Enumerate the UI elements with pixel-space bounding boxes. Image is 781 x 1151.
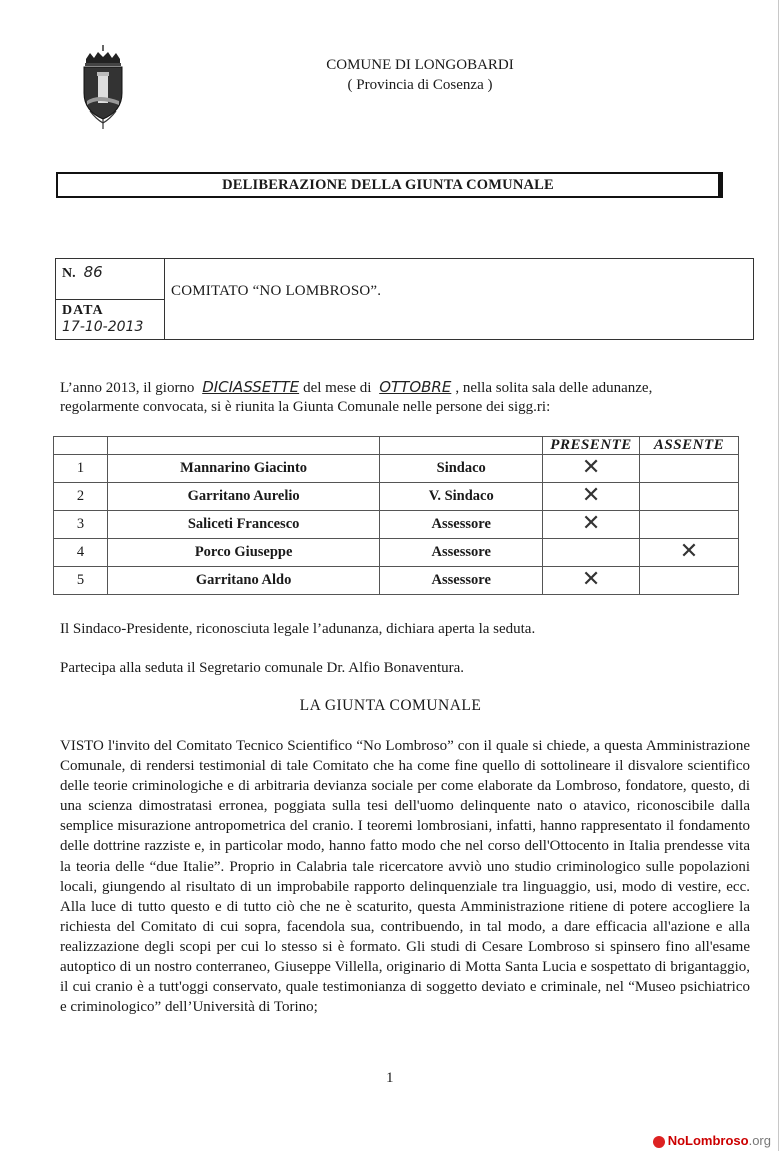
member-role: Assessore <box>380 567 543 595</box>
assente-cell <box>640 567 739 595</box>
segretario-line: Partecipa alla seduta il Segretario comunale Dr. Alfio Bonaventura. <box>60 660 465 676</box>
record-subject: COMITATO “NO LOMBROSO”. <box>171 283 382 299</box>
watermark-text: NoLombroso <box>667 1133 749 1148</box>
date-value: 17-10-2013 <box>62 319 144 335</box>
header-presente: PRESENTE <box>543 437 640 455</box>
intro-text-2: del mese di <box>303 380 372 396</box>
intro-text-3: , nella solita sala delle adunanze, <box>455 380 653 396</box>
provincia-name: ( Provincia di Cosenza ) <box>347 77 493 93</box>
header-assente: ASSENTE <box>640 437 739 455</box>
attendance-row <box>54 483 739 511</box>
sindaco-line: Il Sindaco-Presidente, riconosciuta legale l’adunanza, dichiara aperta la seduta. <box>60 621 536 637</box>
attendance-row <box>54 455 739 483</box>
intro-text-4: regolarmente convocata, si è riunita la Giunta Comunale nelle persone dei sigg.ri: <box>60 399 551 415</box>
record-id-column <box>56 259 165 339</box>
member-name: Porco Giuseppe <box>107 539 379 567</box>
presente-cell <box>543 483 640 511</box>
watermark-domain: .org <box>748 1133 771 1148</box>
record-divider <box>56 299 164 300</box>
comune-name: COMUNE DI LONGOBARDI <box>326 57 514 73</box>
deliberazione-title: DELIBERAZIONE DELLA GIUNTA COMUNALE <box>56 172 723 198</box>
page-number: 1 <box>386 1070 394 1086</box>
member-role: Sindaco <box>380 455 543 483</box>
attendance-row <box>54 539 739 567</box>
month-handwritten: OTTOBRE <box>379 378 452 396</box>
intro-paragraph <box>60 378 780 417</box>
presente-cell <box>543 567 640 595</box>
row-number: 5 <box>54 567 108 595</box>
attendance-row <box>54 511 739 539</box>
attendance-header-row <box>54 437 739 455</box>
intro-text-1: L’anno 2013, il giorno <box>60 380 195 396</box>
member-name: Garritano Aurelio <box>107 483 379 511</box>
member-name: Saliceti Francesco <box>107 511 379 539</box>
coat-of-arms-icon <box>78 45 128 130</box>
giunta-title: LA GIUNTA COMUNALE <box>299 697 482 714</box>
attendance-row <box>54 567 739 595</box>
row-number: 3 <box>54 511 108 539</box>
attendance-table <box>53 436 739 595</box>
row-number: 2 <box>54 483 108 511</box>
member-name: Garritano Aldo <box>107 567 379 595</box>
number-label: N. <box>62 266 76 281</box>
record-number <box>62 263 103 282</box>
presente-cell <box>543 539 640 567</box>
assente-cell <box>640 539 739 567</box>
day-handwritten: DICIASSETTE <box>202 378 300 396</box>
member-role: V. Sindaco <box>380 483 543 511</box>
presente-mark-icon: ✕ <box>581 511 601 536</box>
assente-cell <box>640 455 739 483</box>
presente-mark-icon: ✕ <box>581 567 601 592</box>
header-blank-role <box>380 437 543 455</box>
municipality-header <box>270 55 570 95</box>
assente-mark-icon: ✕ <box>679 539 699 564</box>
date-label: DATA <box>62 303 104 318</box>
number-value: 86 <box>83 263 103 281</box>
member-role: Assessore <box>380 539 543 567</box>
presente-cell <box>543 511 640 539</box>
assente-cell <box>640 483 739 511</box>
presente-cell <box>543 455 640 483</box>
presente-mark-icon: ✕ <box>581 455 601 480</box>
header-blank-n <box>54 437 108 455</box>
member-role: Assessore <box>380 511 543 539</box>
record-box <box>55 258 754 340</box>
presente-mark-icon: ✕ <box>581 483 601 508</box>
watermark-dot-icon <box>653 1136 665 1148</box>
visto-paragraph: VISTO l'invito del Comitato Tecnico Scientifico “No Lombroso” con il quale si chiede, a questa Amministrazione Comunale, di rendersi testimonial di tale Comitato che ha come fine quello di sottolineare il disvalore scientifico delle teorie criminologiche e di arbitraria devianza sociale per come elaborate da Lombroso, fondatore, questo, di una scienza dimostratasi erronea, poggiata sulla tesi dell'uomo delinquente nato o atavico, riconoscibile dalla semplice misurazione antropometrica del cranio. I teoremi lombrosiani, infatti, hanno rappresentato il fondamento delle dottrine razziste e, in particolar modo, hanno fatto modo che nel corso dell'Ottocento in Italia prendesse vita la teoria delle “due Italie”. Proprio in Calabria tale ricercatore avviò uno studio criminologico sulle popolazioni locali, giungendo al risultato di un improbabile rapporto delinquenziale tra linguaggio, usi, modo di vestire, ecc. Alla luce di tutto questo e di tutto ciò che ne è scaturito, questa Amministrazione ritiene di potere accogliere la richiesta del Comitato di cui sopra, facendola sua, contribuendo, in tal modo, a dare efficacia all'azione e alla realizzazione degli scopi per cui lo stesso si è formato. Gli studi di Cesare Lombroso si spinsero fino all'esame autoptico di un nostro conterraneo, Giuseppe Villella, originario di Motta Santa Lucia e sospettato di brigantaggio, il cui cranio è a tutt'oggi conservato, quale testimonianza di soggetto deviato e criminale, nel “Museo psichiatrico e criminologico” dell’Università di Torino; <box>60 738 750 1016</box>
row-number: 4 <box>54 539 108 567</box>
page-edge <box>778 0 779 1151</box>
assente-cell <box>640 511 739 539</box>
header-blank-name <box>107 437 379 455</box>
watermark <box>653 1133 771 1148</box>
row-number: 1 <box>54 455 108 483</box>
member-name: Mannarino Giacinto <box>107 455 379 483</box>
